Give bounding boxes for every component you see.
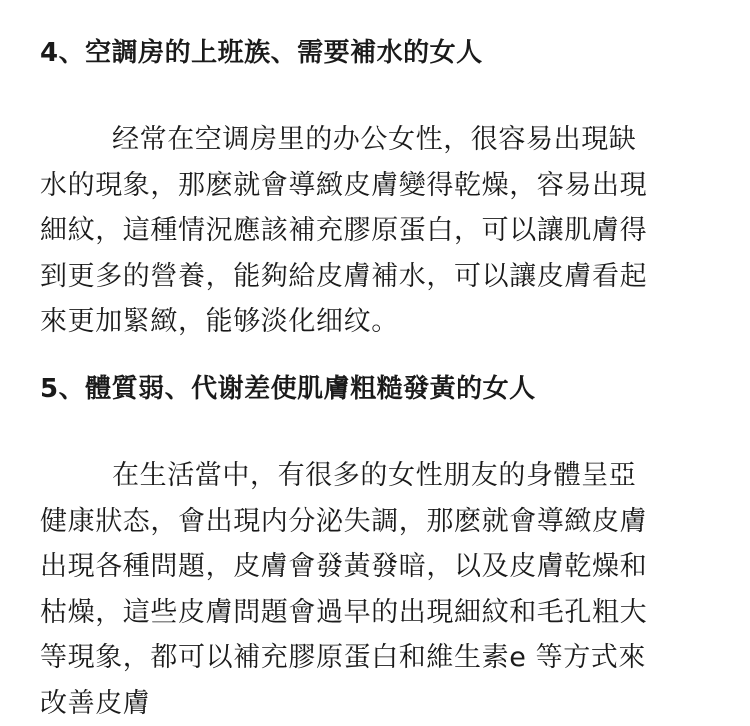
paragraph-line: 出現各種問題，皮膚會發黃發暗，以及皮膚乾燥和 xyxy=(40,544,730,590)
section-paragraph-5 xyxy=(40,453,730,726)
paragraph-line: 等現象，都可以補充膠原蛋白和維生素e 等方式來 xyxy=(40,635,730,681)
paragraph-line: 來更加緊緻，能够淡化细纹。 xyxy=(40,299,730,345)
paragraph-line: 細紋，這種情況應該補充膠原蛋白，可以讓肌膚得 xyxy=(40,208,730,254)
paragraph-line: 经常在空调房里的办公女性，很容易出現缺 xyxy=(40,117,730,163)
section-heading-4: 4、空調房的上班族、需要補水的女人 xyxy=(40,36,483,70)
section-paragraph-4 xyxy=(40,117,730,345)
paragraph-line: 水的現象，那麽就會導緻皮膚變得乾燥，容易出現 xyxy=(40,163,730,209)
paragraph-line: 在生活當中，有很多的女性朋友的身體呈亞 xyxy=(40,453,730,499)
paragraph-line: 到更多的營養，能夠給皮膚補水，可以讓皮膚看起 xyxy=(40,254,730,300)
paragraph-line: 改善皮膚 xyxy=(40,681,730,726)
section-heading-5: 5、體質弱、代谢差使肌膚粗糙發黃的女人 xyxy=(40,372,536,406)
paragraph-line: 枯燥，這些皮膚問題會過早的出現細紋和毛孔粗大 xyxy=(40,590,730,636)
paragraph-line: 健康狀态，會出現内分泌失調，那麽就會導緻皮膚 xyxy=(40,499,730,545)
